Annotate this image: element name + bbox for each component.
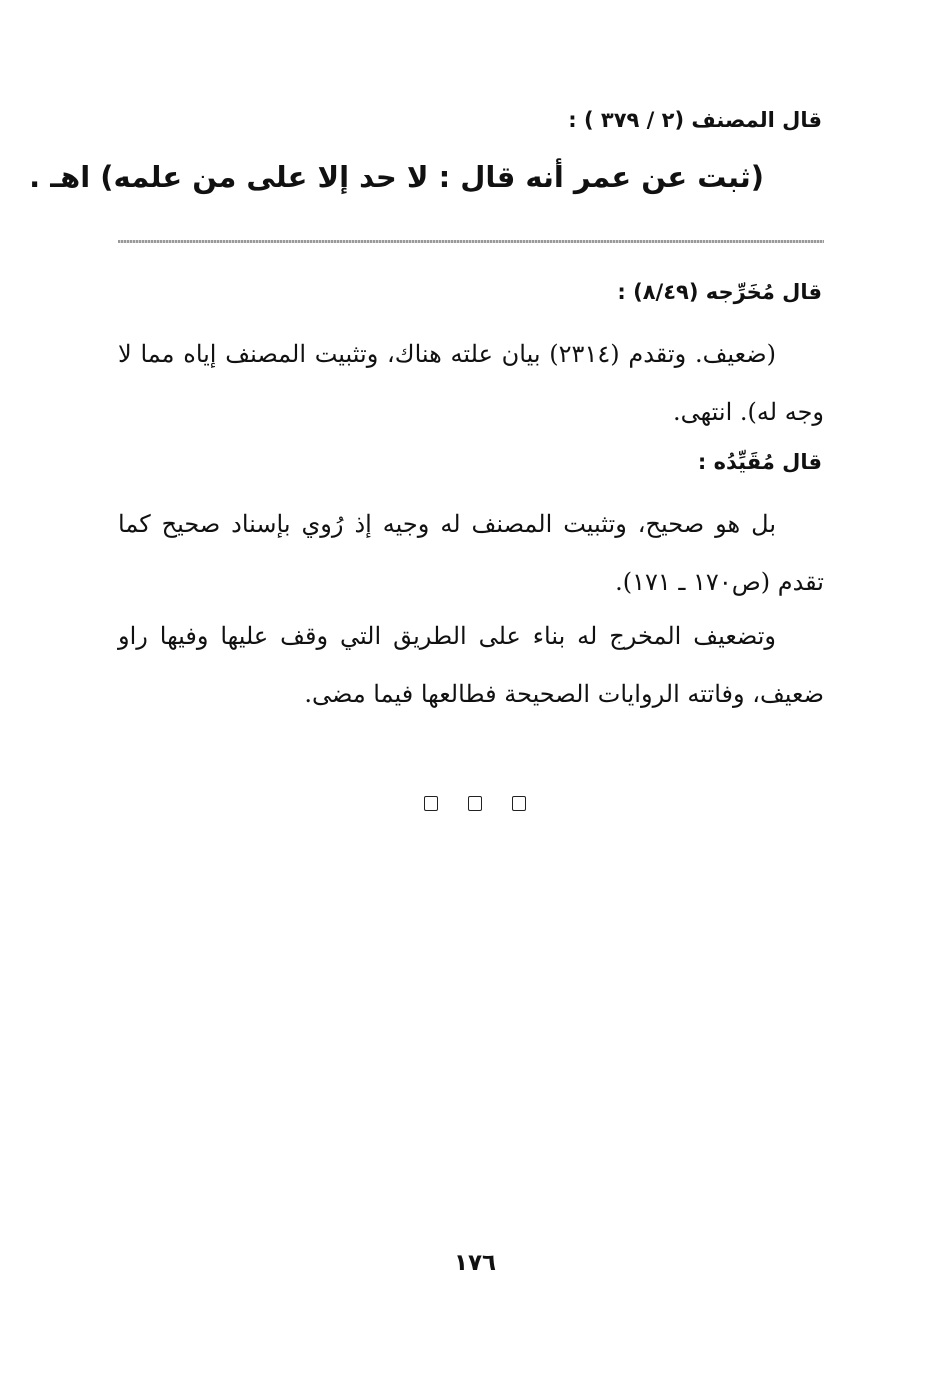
ornament-square-icon <box>424 796 438 811</box>
ornament-square-icon <box>512 796 526 811</box>
author-quote: (ثبت عن عمر أنه قال : لا حد إلا على من علمه) اهـ . <box>29 160 764 194</box>
mukharrij-paragraph-text: (ضعيف. وتقدم (٢٣١٤) بيان علته هناك، وتثبيت المصنف إياه مما لا وجه له). انتهى. <box>118 340 824 426</box>
section-heading-mukharrij: قال مُخَرِّجه (٨/٤٩) : <box>617 280 822 304</box>
page-number: ١٧٦ <box>453 1250 497 1276</box>
section-end-ornament <box>0 796 950 811</box>
muqayyid-paragraph-1-text: بل هو صحيح، وتثبيت المصنف له وجيه إذ رُوي بإسناد صحيح كما تقدم (ص١٧٠ ـ ١٧١). <box>118 510 824 596</box>
muqayyid-paragraph-2 <box>118 607 824 723</box>
muqayyid-paragraph-1 <box>118 495 824 611</box>
ornament-square-icon <box>468 796 482 811</box>
section-heading-muqayyid: قال مُقَيِّدُه : <box>697 450 822 474</box>
mukharrij-paragraph <box>118 325 824 441</box>
section-heading-author: قال المصنف (٢ / ٣٧٩ ) : <box>568 108 822 132</box>
section-divider <box>118 240 824 243</box>
muqayyid-paragraph-2-text: وتضعيف المخرج له بناء على الطريق التي وقف عليها وفيها راو ضعيف، وفاتته الروايات الصحيحة فطالعها فيما مضى. <box>118 622 824 708</box>
